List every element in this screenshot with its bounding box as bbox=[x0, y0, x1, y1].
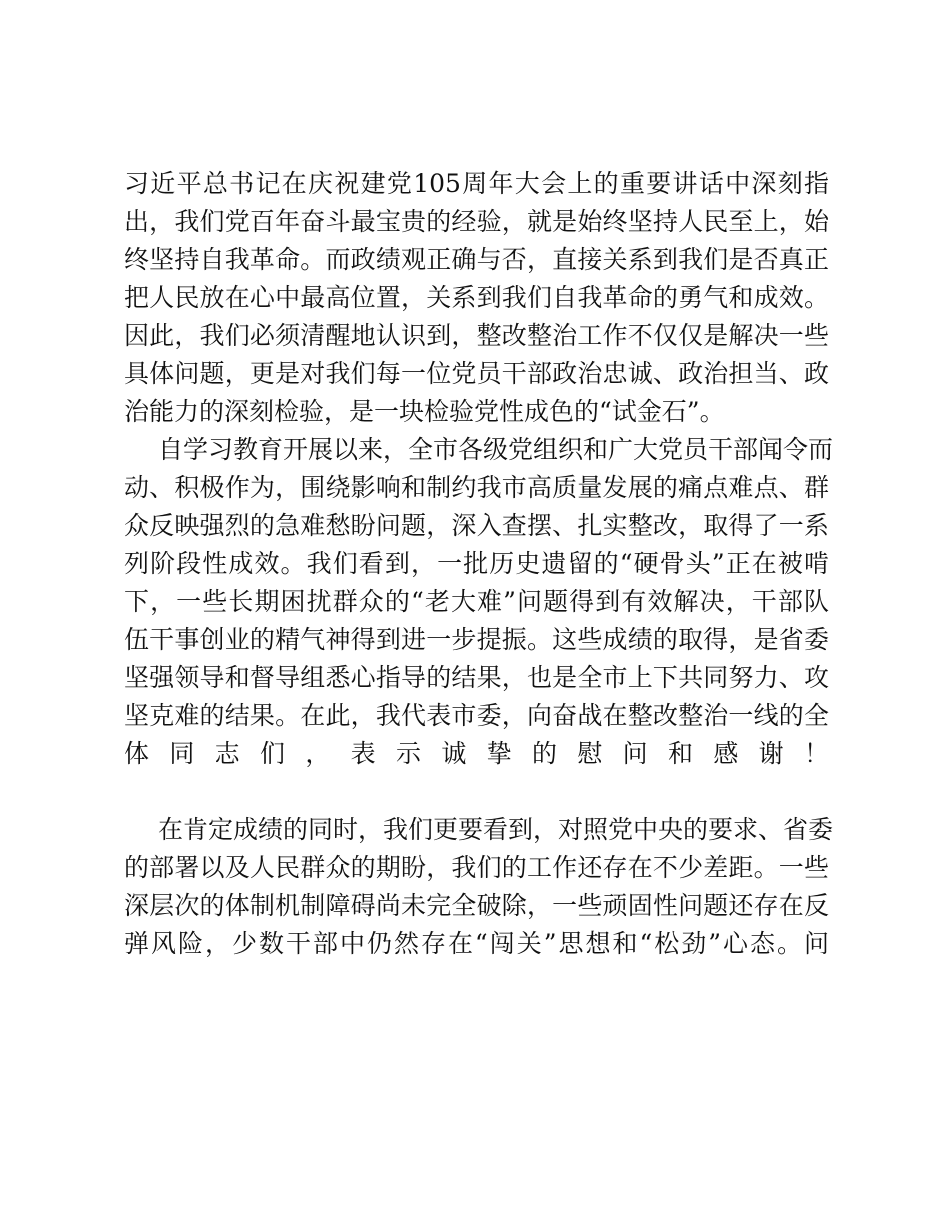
text-line: 因此，我们必须清醒地认识到，整改整治工作不仅仅是解决一些 bbox=[124, 321, 829, 350]
text-line: 治能力的深刻检验，是一块检验党性成色的“试金石”。 bbox=[124, 397, 725, 426]
paragraph-2 bbox=[124, 431, 834, 811]
document-body bbox=[124, 165, 834, 963]
text-line: 坚克难的结果。在此，我代表市委，向奋战在整改整治一线的全 bbox=[124, 701, 829, 730]
text-line: 下，一些长期困扰群众的“老大难”问题得到有效解决，干部队 bbox=[124, 587, 829, 616]
text-line: 列阶段性成效。我们看到，一批历史遗留的“硬骨头”正在被啃 bbox=[124, 549, 829, 578]
text-line: 深层次的体制机制障碍尚未完全破除，一些顽固性问题还存在反 bbox=[124, 891, 829, 920]
text-line bbox=[124, 773, 829, 811]
text-line: 的部署以及人民群众的期盼，我们的工作还存在不少差距。一些 bbox=[124, 853, 829, 882]
paragraph-3 bbox=[124, 811, 834, 963]
text-line: 终坚持自我革命。而政绩观正确与否，直接关系到我们是否真正 bbox=[124, 245, 829, 274]
text-line: 在肯定成绩的同时，我们更要看到，对照党中央的要求、省委 bbox=[158, 815, 834, 844]
text-line: 坚强领导和督导组悉心指导的结果，也是全市上下共同努力、攻 bbox=[124, 663, 829, 692]
text-line: 众反映强烈的急难愁盼问题，深入查摆、扎实整改，取得了一系 bbox=[124, 511, 829, 540]
text-line: 习近平总书记在庆祝建党105周年大会上的重要讲话中深刻指 bbox=[124, 169, 829, 198]
text-line: 伍干事创业的精气神得到进一步提振。这些成绩的取得，是省委 bbox=[124, 625, 829, 654]
text-line: 出，我们党百年奋斗最宝贵的经验，就是始终坚持人民至上，始 bbox=[124, 207, 829, 236]
text-line: 具体问题，更是对我们每一位党员干部政治忠诚、政治担当、政 bbox=[124, 359, 829, 388]
paragraph-1 bbox=[124, 165, 829, 431]
text-line: 动、积极作为，围绕影响和制约我市高质量发展的痛点难点、群 bbox=[124, 473, 829, 502]
text-line: 把人民放在心中最高位置，关系到我们自我革命的勇气和成效。 bbox=[124, 283, 829, 312]
text-line: 自学习教育开展以来，全市各级党组织和广大党员干部闻令而 bbox=[158, 435, 834, 464]
text-line: 弹风险，少数干部中仍然存在“闯关”思想和“松劲”心态。问 bbox=[124, 929, 829, 958]
text-line: 体同志们，表示诚挚的慰问和感谢！ bbox=[124, 739, 829, 768]
